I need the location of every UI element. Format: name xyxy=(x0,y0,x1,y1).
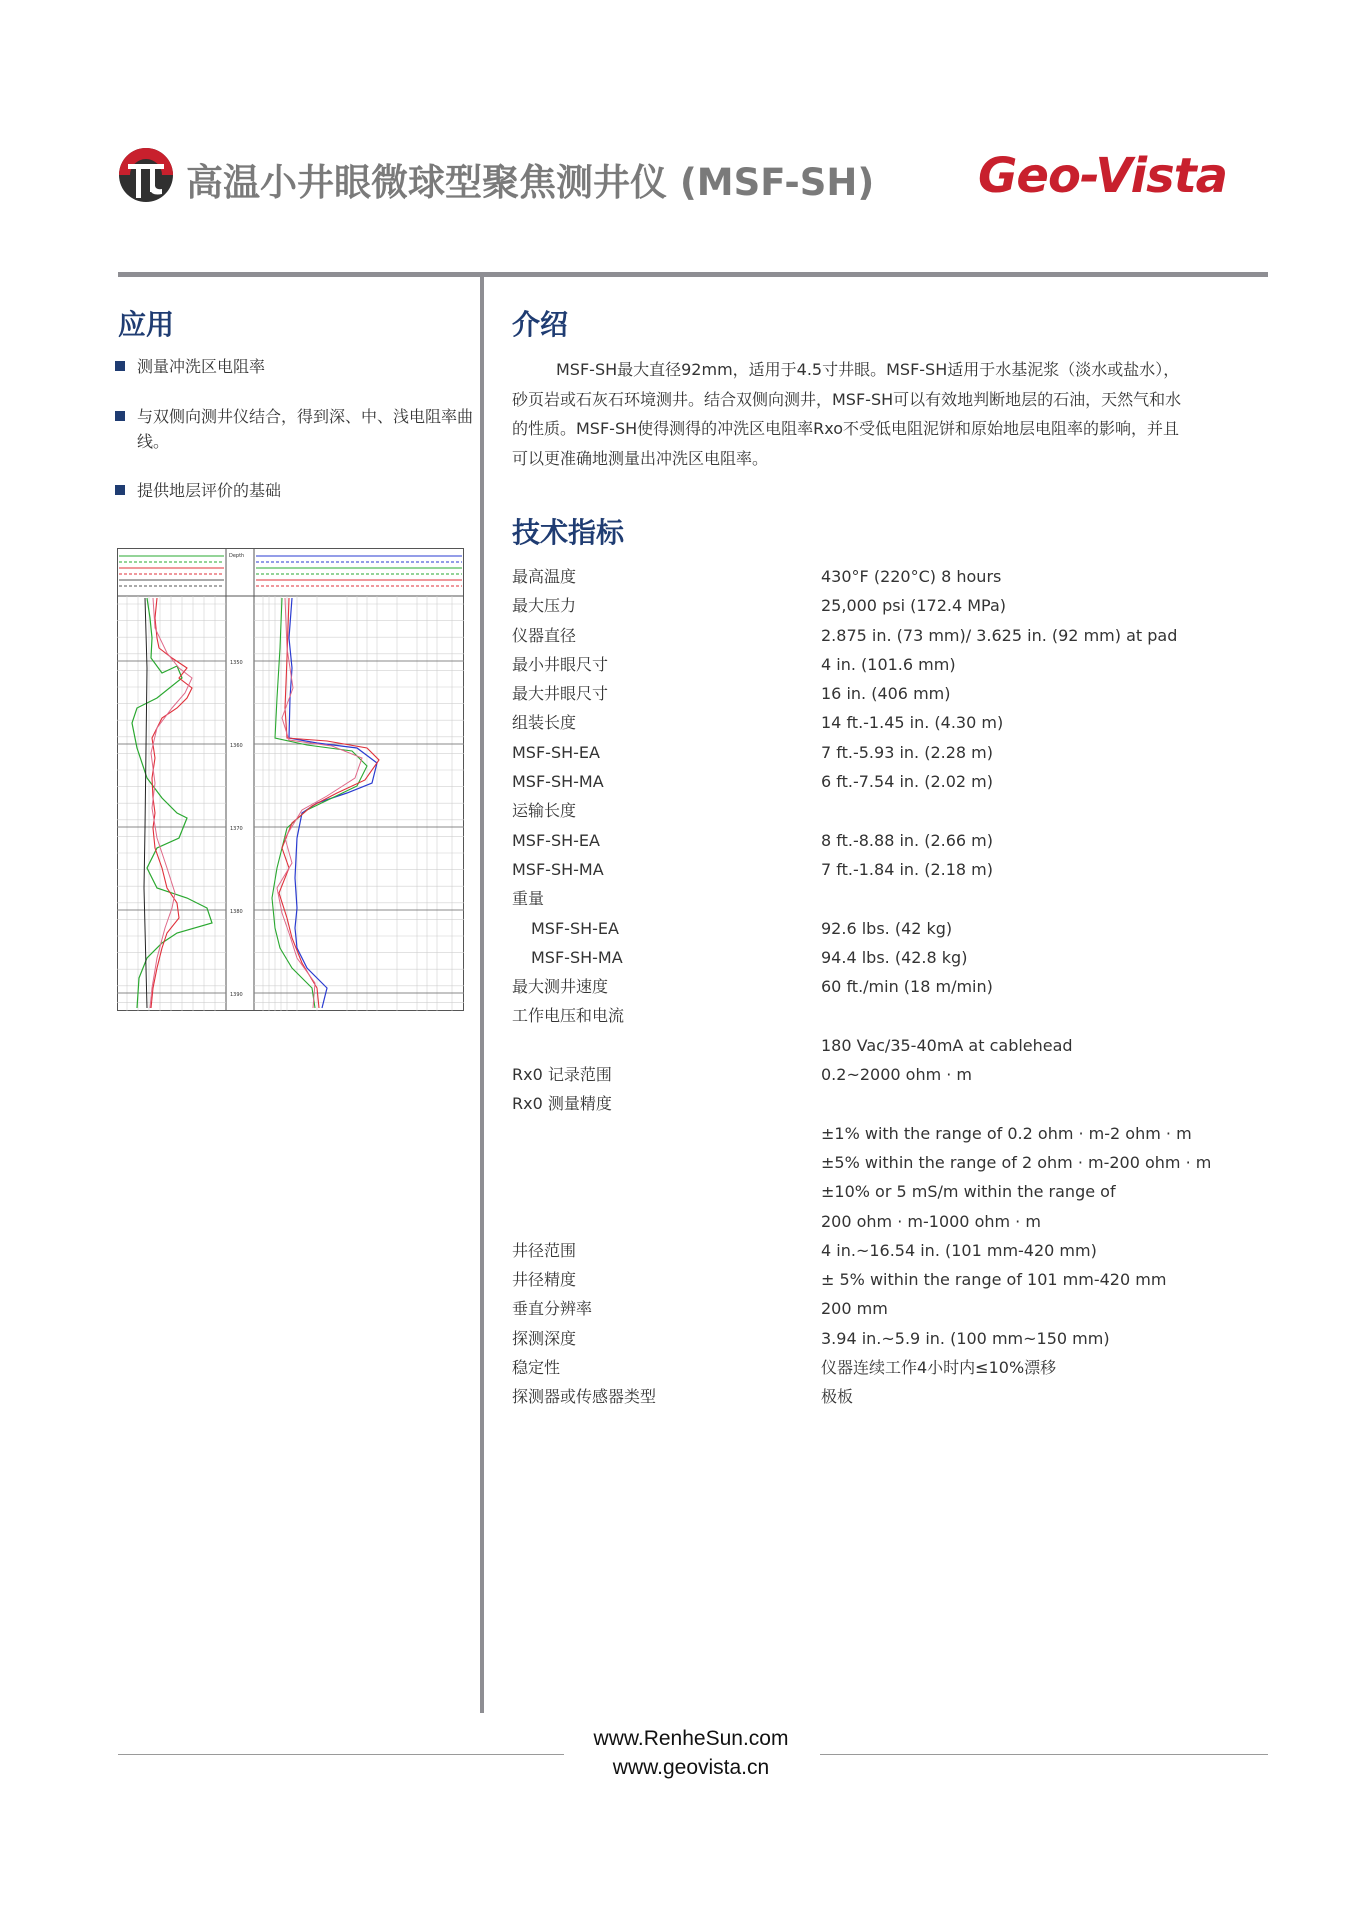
footer-rule-left xyxy=(118,1754,564,1755)
spec-value: 430°F (220°C) 8 hours xyxy=(821,567,1002,586)
spec-row xyxy=(512,914,1232,943)
spec-value: 7 ft.-5.93 in. (2.28 m) xyxy=(821,742,993,762)
spec-row xyxy=(512,1001,1232,1030)
spec-row xyxy=(512,1089,1232,1118)
depth-header: Depth xyxy=(229,553,245,559)
spec-row xyxy=(512,1207,1232,1236)
footer-rule-right xyxy=(820,1754,1268,1755)
spec-row xyxy=(512,621,1232,650)
header-divider xyxy=(118,272,1268,277)
spec-label: Rx0 记录范围 xyxy=(512,1065,612,1085)
spec-row xyxy=(512,562,1232,591)
well-log-chart xyxy=(117,548,464,1011)
spec-value: 6 ft.-7.54 in. (2.02 m) xyxy=(821,772,993,792)
spec-label: 垂直分辨率 xyxy=(512,1299,593,1319)
application-text: 提供地层评价的基础 xyxy=(137,481,282,500)
page-title: 高温小井眼微球型聚焦测井仪 (MSF-SH) xyxy=(186,161,875,204)
spec-label: 稳定性 xyxy=(512,1358,561,1378)
spec-label: 仪器直径 xyxy=(512,625,577,645)
depth-tick: 1390 xyxy=(230,992,243,998)
spec-value: 3.94 in.~5.9 in. (100 mm~150 mm) xyxy=(821,1328,1110,1348)
applications-heading: 应用 xyxy=(118,308,175,341)
column-divider xyxy=(480,277,484,1713)
spec-value: 200 ohm · m-1000 ohm · m xyxy=(821,1211,1041,1231)
spec-value: ±1% with the range of 0.2 ohm · m-2 ohm · m xyxy=(821,1123,1192,1143)
spec-label: 最小井眼尺寸 xyxy=(512,654,609,674)
depth-tick: 1370 xyxy=(230,826,243,832)
footer-url-geovista[interactable]: www.geovista.cn xyxy=(612,1756,770,1779)
application-text: 测量冲洗区电阻率 xyxy=(137,357,266,376)
spec-row xyxy=(512,1119,1232,1148)
spec-label: 运输长度 xyxy=(512,801,577,821)
spec-row xyxy=(512,591,1232,620)
spec-row xyxy=(512,826,1232,855)
spec-label: 探测器或传感器类型 xyxy=(512,1387,657,1407)
footer-url-renhesun[interactable]: www.RenheSun.com xyxy=(593,1727,789,1750)
application-text: 与双侧向测井仪结合，得到深、中、浅电阻率曲线。 xyxy=(137,407,474,451)
spec-row xyxy=(512,1177,1232,1206)
application-item xyxy=(115,354,475,379)
spec-label: 探测深度 xyxy=(512,1328,577,1348)
spec-label: 组装长度 xyxy=(512,713,577,733)
spec-label: 工作电压和电流 xyxy=(512,1006,625,1026)
spec-row xyxy=(512,708,1232,737)
intro-paragraph: MSF-SH最大直径92mm，适用于4.5寸井眼。MSF-SH适用于水基泥浆（淡水或盐水），砂页岩或石灰石环境测井。结合双侧向测井，MSF-SH可以有效地判断地层的石油，天然气和水的性质。MSF-SH使得测得的冲洗区电阻率Rxo不受低电阻泥饼和原始地层电阻率的影响，并且可以更准确地测量出冲洗区电阻率。 xyxy=(512,360,1182,468)
spec-value: 25,000 psi (172.4 MPa) xyxy=(821,596,1007,616)
spec-label: MSF-SH-EA xyxy=(512,830,600,850)
spec-row xyxy=(512,943,1232,972)
spec-label: 最大压力 xyxy=(512,596,577,616)
brand-logo: Geo-Vista xyxy=(978,148,1228,204)
spec-value: 仪器连续工作4小时内≤10%漂移 xyxy=(821,1358,1057,1378)
spec-label: 重量 xyxy=(512,889,545,909)
spec-row xyxy=(512,1265,1232,1294)
spec-row xyxy=(512,1060,1232,1089)
spec-row xyxy=(512,738,1232,767)
bullet-square-icon xyxy=(115,485,125,495)
spec-value: ± 5% within the range of 101 mm-420 mm xyxy=(821,1270,1167,1290)
spec-row xyxy=(512,796,1232,825)
specs-table xyxy=(512,562,1232,1412)
spec-row xyxy=(512,679,1232,708)
spec-row xyxy=(512,1294,1232,1323)
spec-value: 0.2~2000 ohm · m xyxy=(821,1065,973,1085)
spec-value: 60 ft./min (18 m/min) xyxy=(821,977,993,997)
spec-row xyxy=(512,1324,1232,1353)
spec-value: 8 ft.-8.88 in. (2.66 m) xyxy=(821,830,993,850)
spec-value: 94.4 lbs. (42.8 kg) xyxy=(821,947,968,967)
application-item xyxy=(115,404,475,454)
spec-value: 4 in. (101.6 mm) xyxy=(821,654,956,674)
spec-label: MSF-SH-EA xyxy=(531,918,619,938)
depth-tick: 1360 xyxy=(230,743,243,749)
spec-label: MSF-SH-MA xyxy=(512,859,604,879)
spec-row xyxy=(512,855,1232,884)
intro-heading: 介绍 xyxy=(512,308,569,341)
spec-value: 4 in.~16.54 in. (101 mm-420 mm) xyxy=(821,1240,1097,1260)
spec-value: ±5% within the range of 2 ohm · m-200 ohm · m xyxy=(821,1152,1212,1172)
spec-label: 最高温度 xyxy=(512,567,577,586)
spec-value: 2.875 in. (73 mm)/ 3.625 in. (92 mm) at pad xyxy=(821,625,1178,645)
spec-value: 200 mm xyxy=(821,1299,888,1319)
bullet-square-icon xyxy=(115,361,125,371)
spec-row xyxy=(512,650,1232,679)
specs-heading: 技术指标 xyxy=(512,516,625,549)
spec-label: 井径精度 xyxy=(512,1270,577,1290)
spec-row xyxy=(512,767,1232,796)
spec-label: Rx0 测量精度 xyxy=(512,1094,612,1114)
spec-row xyxy=(512,1031,1232,1060)
spec-label: MSF-SH-MA xyxy=(531,947,623,967)
spec-value: 16 in. (406 mm) xyxy=(821,684,951,704)
depth-tick: 1380 xyxy=(230,909,243,915)
application-item xyxy=(115,478,475,503)
bullet-square-icon xyxy=(115,411,125,421)
spec-value: 92.6 lbs. (42 kg) xyxy=(821,918,953,938)
spec-row xyxy=(512,1353,1232,1382)
spec-label: 最大测井速度 xyxy=(512,977,609,997)
spec-value: 180 Vac/35-40mA at cablehead xyxy=(821,1035,1073,1055)
spec-row xyxy=(512,972,1232,1001)
spec-value: 7 ft.-1.84 in. (2.18 m) xyxy=(821,859,993,879)
spec-label: MSF-SH-EA xyxy=(512,742,600,762)
spec-value: ±10% or 5 mS/m within the range of xyxy=(821,1182,1116,1202)
depth-tick: 1350 xyxy=(230,660,243,666)
spec-label: MSF-SH-MA xyxy=(512,772,604,792)
spec-value: 极板 xyxy=(821,1387,854,1407)
spec-label: 井径范围 xyxy=(512,1240,577,1260)
spec-value: 14 ft.-1.45 in. (4.30 m) xyxy=(821,713,1004,733)
spec-row xyxy=(512,1236,1232,1265)
spec-row xyxy=(512,884,1232,913)
spec-row xyxy=(512,1382,1232,1411)
spec-row xyxy=(512,1148,1232,1177)
spec-label: 最大井眼尺寸 xyxy=(512,684,609,704)
company-logo-icon xyxy=(118,146,174,204)
